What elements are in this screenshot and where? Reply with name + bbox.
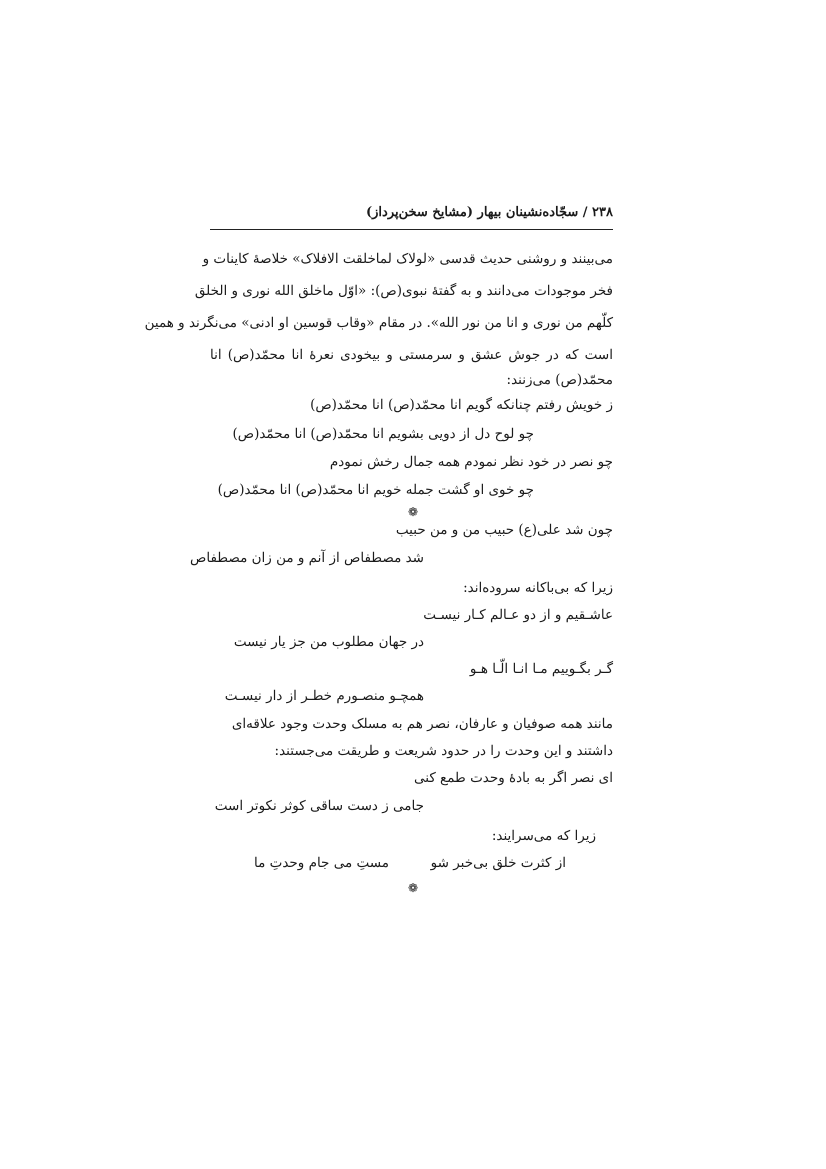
poem-hemistich: شد مصطفاص از آنم و من زان مصطفاص xyxy=(190,550,424,566)
poem-hemistich: مستِ می جام وحدتِ ما xyxy=(254,855,389,871)
poem-hemistich: از کثرت خلق بی‌خبر شو xyxy=(430,855,566,871)
text-line: کلّهم من نوری و انا من نور الله». در مقام «وقاب قوسین او ادنی» می‌نگرند و همین xyxy=(144,315,613,331)
poem-hemistich: چو خوی او گشت جمله خویم انا محمّد(ص) انا محمّد(ص) xyxy=(217,482,534,498)
text-line: است که در جوش عشق و سرمستی و بیخودی نعرهٔ انا محمّد(ص) انا xyxy=(210,347,613,363)
poem-hemistich: گـر بگـوییم مـا انـا الّـا هـو xyxy=(469,661,613,677)
text-line: فخر موجودات می‌دانند و به گفتهٔ نبوی(ص): «اوّل ماخلق الله نوری و الخلق xyxy=(194,283,613,299)
poem-hemistich: چو نصر در خود نظر نمودم همه جمال رخش نمودم xyxy=(329,454,613,470)
poem-hemistich: جامی ز دست ساقی کوثر نکوتر است xyxy=(214,798,424,814)
separator-ornament: ❁ xyxy=(407,505,419,519)
poem-hemistich: ز خویش رفتم چنانکه گویم انا محمّد(ص) انا محمّد(ص) xyxy=(310,397,613,413)
poem-hemistich: چو لوح دل از دویی بشویم انا محمّد(ص) انا محمّد(ص) xyxy=(232,426,534,442)
text-line: زیرا که بی‌باکانه سروده‌اند: xyxy=(463,580,613,596)
poem-hemistich: چون شد علی(ع) حبیب من و من حبیب xyxy=(395,522,613,538)
text-line: داشتند و این وحدت را در حدود شریعت و طریقت می‌جستند: xyxy=(274,743,613,759)
text-line: می‌بینند و روشنی حدیث قدسی «لولاک لماخلقت الافلاک» خلاصهٔ کاینات و xyxy=(202,251,613,267)
poem-hemistich: همچـو منصـورم خطـر از دار نیسـت xyxy=(224,688,424,704)
poem-hemistich: ای نصر اگر به بادهٔ وحدت طمع کنی xyxy=(414,770,613,786)
text-line: مانند همه صوفیان و عارفان، نصر هم به مسلک وحدت وجود علاقه‌ای xyxy=(231,716,613,732)
text-line: محمّد(ص) می‌زنند: xyxy=(506,372,613,388)
running-header: ۲۳۸ / سجّاده‌نشینان بیهار (مشایخ سخن‌پرداز) xyxy=(366,205,613,220)
poem-hemistich: عاشـقیم و از دو عـالم کـار نیسـت xyxy=(423,607,613,623)
poem-hemistich: در جهان مطلوب من جز یار نیست xyxy=(233,634,424,650)
separator-ornament: ❁ xyxy=(407,881,419,895)
header-rule xyxy=(210,229,613,230)
text-line: زیرا که می‌سرایند: xyxy=(491,828,596,844)
